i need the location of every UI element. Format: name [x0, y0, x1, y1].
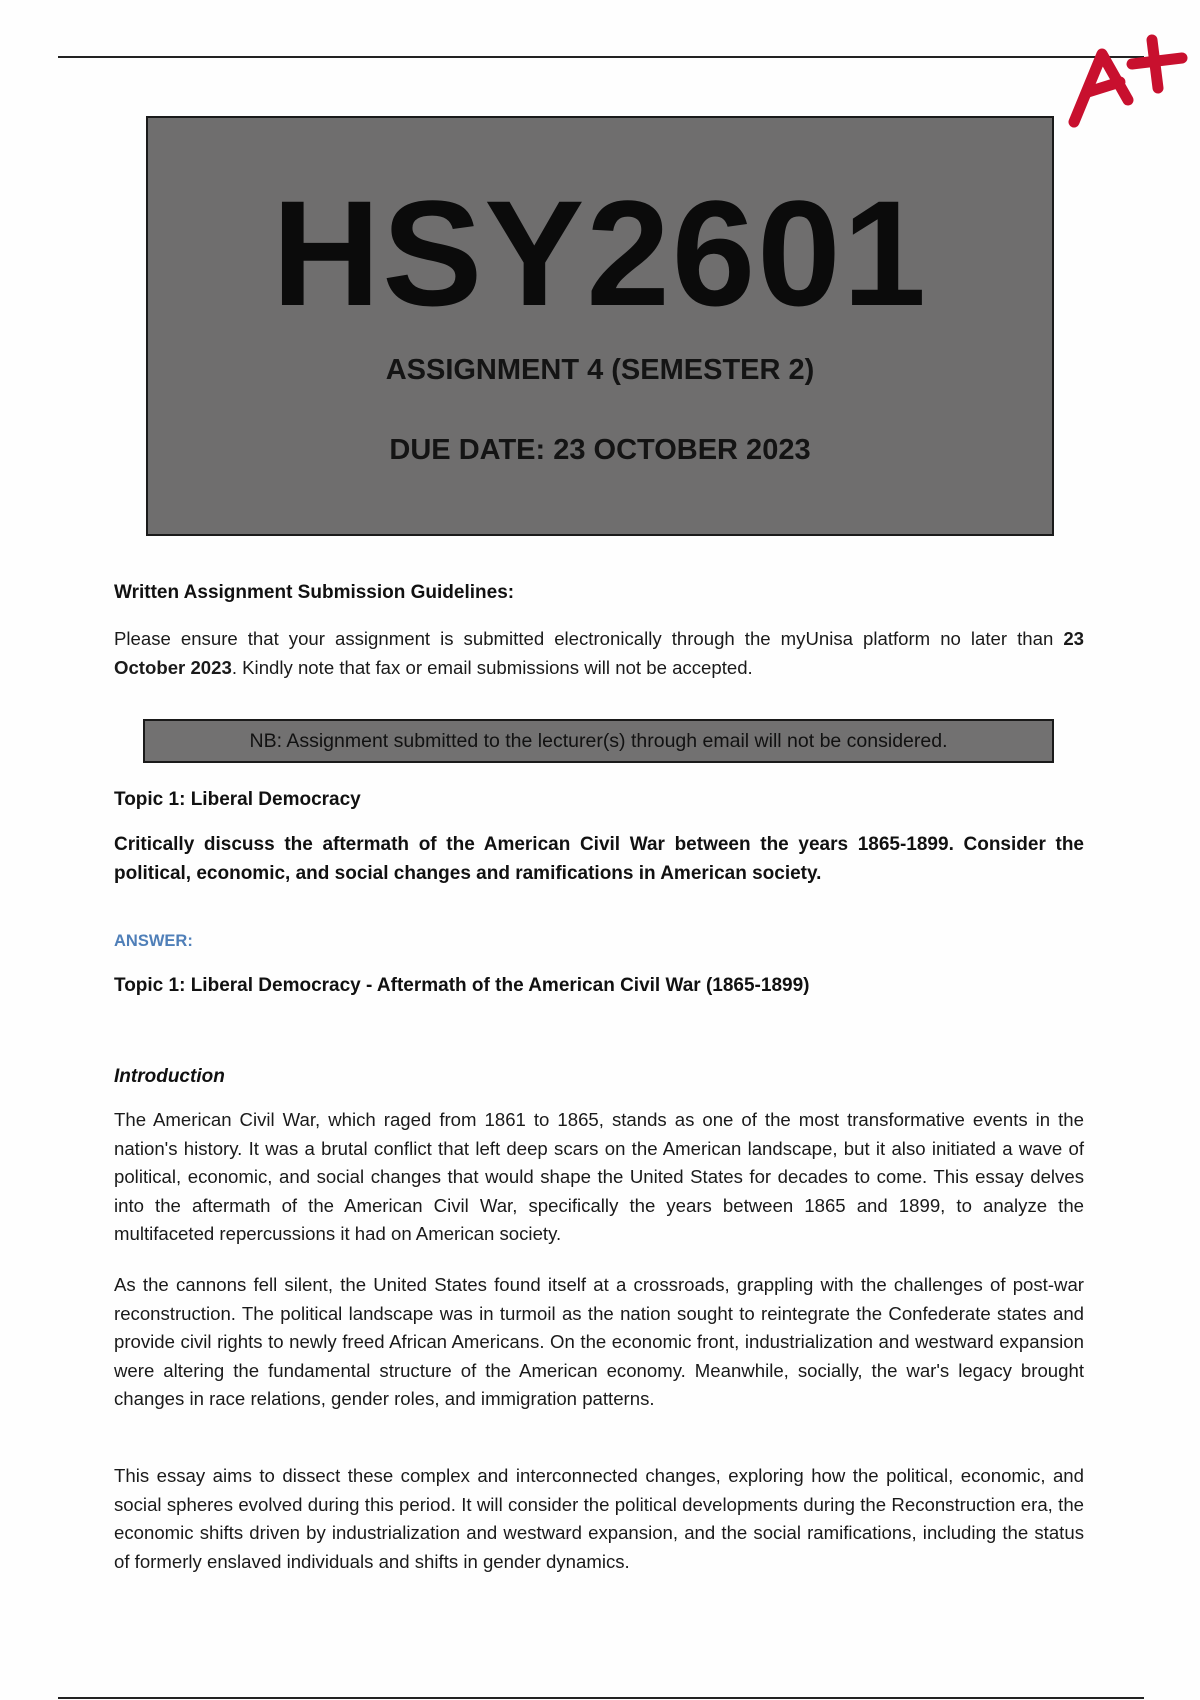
due-date: DUE DATE: 23 OCTOBER 2023 — [389, 434, 811, 466]
assignment-title: ASSIGNMENT 4 (SEMESTER 2) — [385, 354, 815, 386]
introduction-heading: Introduction — [114, 1066, 225, 1087]
guidelines-text-end: . Kindly note that fax or email submissions will not be accepted. — [231, 656, 753, 678]
answer-title: Topic 1: Liberal Democracy - Aftermath of the American Civil War (1865-1899) — [114, 975, 810, 996]
cover-banner — [146, 116, 1054, 536]
guidelines-deadline: 23 October 2023 — [114, 628, 1084, 678]
intro-paragraph-1: The American Civil War, which raged from 1861 to 1865, stands as one of the most transformative events in the nation's history. It was a brutal conflict that left deep scars on the American landscape, but it also initiated a wave of political, economic, and social changes that would shape the United States for decades to come. This essay delves into the aftermath of the American Civil War, specifically the years between 1865 and 1899, to analyze the multifaceted repercussions it had on American society. — [114, 1109, 1084, 1244]
email-submission-notice: NB: Assignment submitted to the lecturer(s) through email will not be considered. — [143, 719, 1054, 763]
answer-label: ANSWER: — [114, 932, 193, 950]
course-code: HSY2601 — [271, 169, 929, 337]
guidelines-text-start: Please ensure that your assignment is submitted electronically through the myUnisa platform no later than — [114, 628, 1064, 649]
guidelines-text — [114, 625, 1084, 682]
guidelines-heading: Written Assignment Submission Guidelines: — [114, 582, 515, 603]
topic-heading: Topic 1: Liberal Democracy — [114, 789, 361, 810]
top-rule — [58, 56, 1144, 58]
intro-paragraph-3: This essay aims to dissect these complex and interconnected changes, exploring how the political, economic, and social spheres evolved during this period. It will consider the political developments during the Reconstruction era, the economic shifts driven by industrialization and westward expansion, and the social ramifications, including the status of formerly enslaved individuals and shifts in gender dynamics. — [114, 1465, 1084, 1572]
a-plus-grade-stamp — [1068, 30, 1188, 140]
topic-question: Critically discuss the aftermath of the American Civil War between the years 1865-1899. Consider the political, economic, and social changes and ramifications in American society. — [114, 834, 1084, 884]
intro-paragraph-2: As the cannons fell silent, the United States found itself at a crossroads, grappling with the challenges of post-war reconstruction. The political landscape was in turmoil as the nation sought to reintegrate the Confederate states and provide civil rights to newly freed African Americans. On the economic front, industrialization and westward expansion were altering the fundamental structure of the American economy. Meanwhile, socially, the war's legacy brought changes in race relations, gender roles, and immigration patterns. — [114, 1274, 1084, 1409]
bottom-rule — [58, 1697, 1144, 1699]
